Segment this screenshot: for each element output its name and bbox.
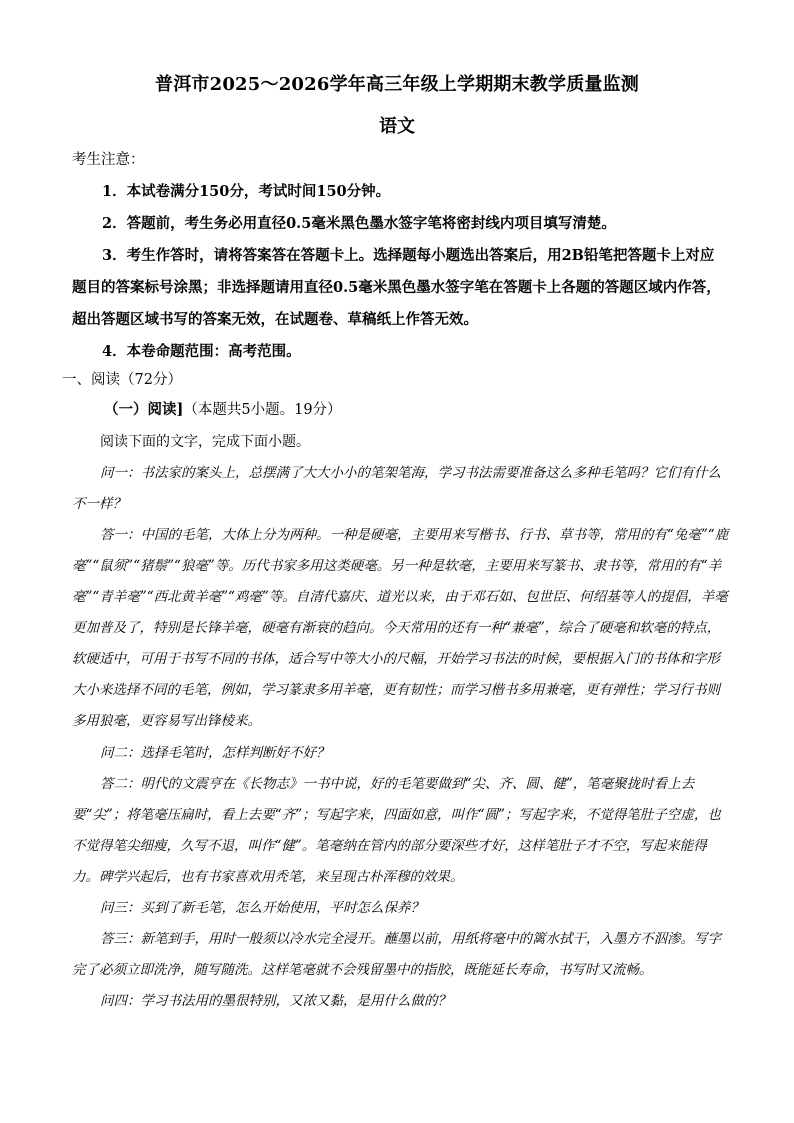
passage-paragraph: 问二：选择毛笔时，怎样判断好不好？ <box>100 745 330 761</box>
passage-paragraph: 答三：新笔到手，用时一般须以冷水完全浸开。蘸墨以前，用纸将毫中的篱水拭干，入墨方不泅渗。写字完了必须立即洗净，随写随洗。这样笔毫就不会残留墨中的指胶，既能延长寿命，书写时又流畅。 <box>72 931 721 978</box>
exam-title: 普洱市2025～2026学年高三年级上学期期末教学质量监测 <box>155 74 639 95</box>
subsection-heading <box>104 400 342 420</box>
exam-subject: 语文 <box>379 116 415 137</box>
passage-paragraph: 问四：学习书法用的墨很特别，又浓又黏，是用什么做的？ <box>100 993 451 1009</box>
passage-paragraph: 答二：明代的文震亨在《长物志》一书中说，好的毛笔要做到“尖、齐、圆、健”，笔毫聚拢时看上去要“尖”；将笔毫压扁时，看上去要“齐”；写起字来，四面如意，叫作“圆”；写起字来，不觉得笔肚子空虚，也不觉得笔尖细瘦，久写不退，叫作“健”。笔毫纳在管内的部分要深些才好，这样笔肚子才不空，写起来能得力。碑学兴起后，也有书家喜欢用秃笔，来呈现古朴浑穆的效果。 <box>72 776 721 885</box>
subsection-detail: （本题共5小题。19分） <box>183 402 342 418</box>
notice-item-3: 3．考生作答时，请将答案答在答题卡上。选择题每小题选出答案后，用2B铅笔把答题卡上对应题目的答案标号涂黑；非选择题请用直径0.5毫米黑色墨水签字笔在答题卡上各题的答题区域内作答，超出答题区域书写的答案无效，在试题卷、草稿纸上作答无效。 <box>72 247 721 328</box>
notice-item-1: 1．本试卷满分150分，考试时间150分钟。 <box>102 183 391 200</box>
notice-item-4: 4．本卷命题范围：高考范围。 <box>102 343 301 360</box>
notice-label: 考生注意： <box>72 152 145 168</box>
subsection-title: （一）阅读] <box>104 401 184 418</box>
notice-item-2: 2．答题前，考生务必用直径0.5毫米黑色墨水签字笔将密封线内项目填写清楚。 <box>102 215 616 232</box>
section-heading: 一、阅读（72分） <box>62 372 182 388</box>
reading-instruction: 阅读下面的文字，完成下面小题。 <box>100 434 310 450</box>
passage-paragraph: 问一：书法家的案头上，总摆满了大大小小的笔架笔海，学习书法需要准备这么多种毛笔吗？它们有什么不一样？ <box>72 465 721 512</box>
passage-paragraph: 答一：中国的毛笔，大体上分为两种。一种是硬毫，主要用来写楷书、行书、草书等，常用的有“兔毫”“鹿毫”“鼠须”“猪鬃”“狼毫”等。历代书家多用这类硬毫。另一种是软毫，主要用来写篆书、隶书等，常用的有“羊毫”“青羊毫”“西北黄羊毫”“鸡毫”等。自清代嘉庆、道光以来，由于邓石如、包世臣、何绍基等人的提倡，羊毫更加普及了，特别是长锋羊毫，硬毫有渐衰的趋向。今天常用的还有一种“兼毫”，综合了硬毫和软毫的特点，软硬适中，可用于书写不同的书体，适合写中等大小的尺幅，开始学习书法的时候，要根据入门的书体和字形大小来选择不同的毛笔，例如，学习篆隶多用羊毫，更有韧性；而学习楷书多用兼毫，更有弹性；学习行书则多用狼毫，更容易写出锋棱来。 <box>72 527 729 729</box>
passage-paragraph: 问三：买到了新毛笔，怎么开始使用，平时怎么保养？ <box>100 900 424 916</box>
